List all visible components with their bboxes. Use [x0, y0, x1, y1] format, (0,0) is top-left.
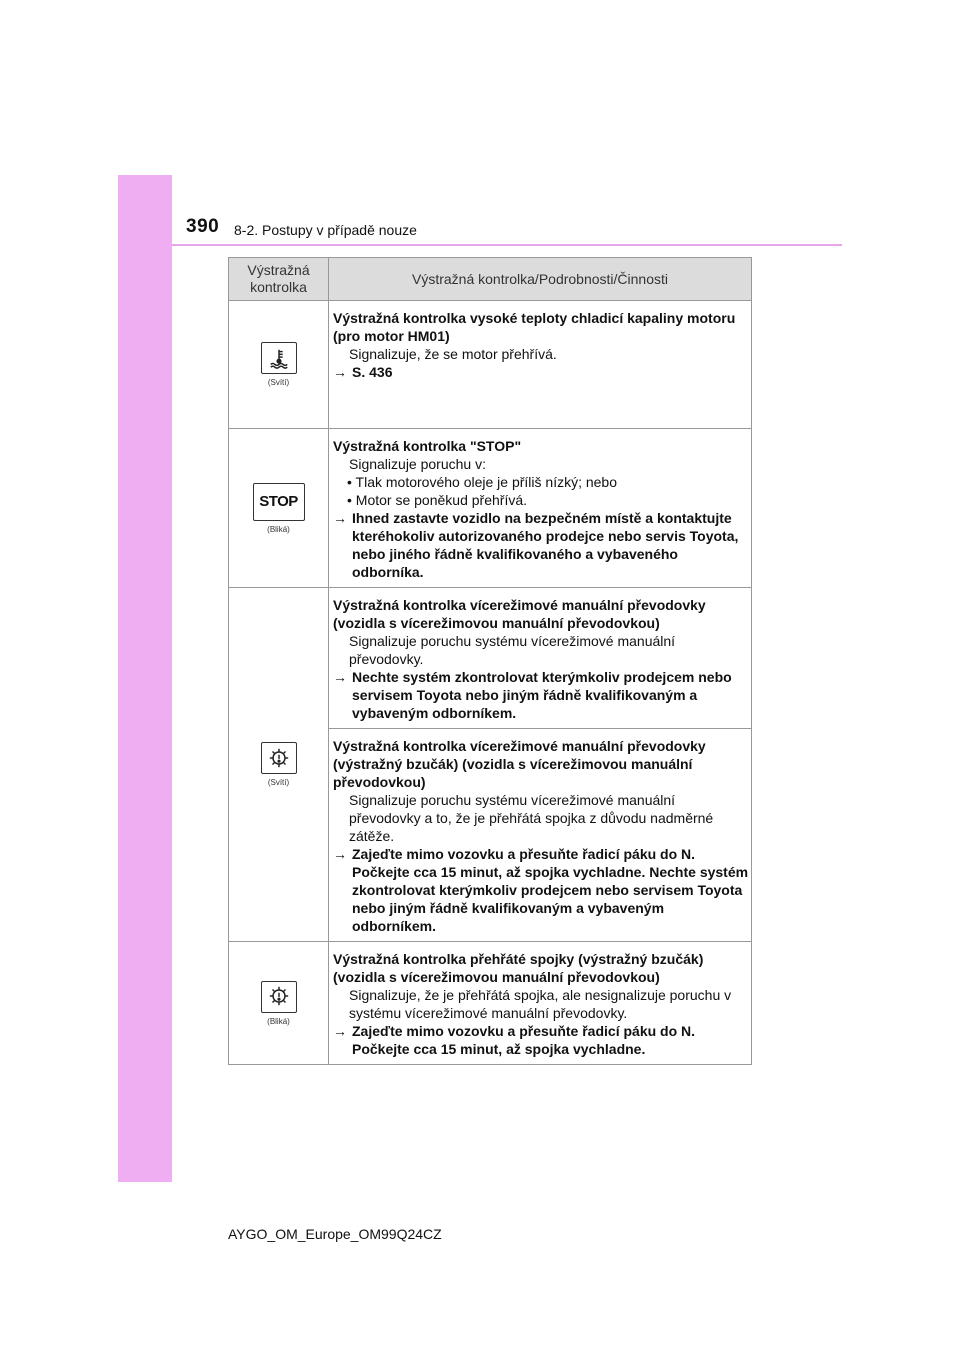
icon-state-label: (Bliká) — [267, 524, 290, 534]
warning-title: Výstražná kontrolka "STOP" — [333, 438, 522, 454]
warning-title: Výstražná kontrolka vícerežimové manuální převodovky (výstražný bzučák) (vozidla s vícerežimovou manuální převodovkou) — [333, 738, 706, 790]
table-row — [229, 588, 752, 729]
warning-action — [333, 1022, 749, 1058]
icon-cell — [229, 301, 329, 429]
side-color-band — [118, 175, 172, 1182]
arrow-icon: → — [333, 669, 347, 685]
warning-text: Signalizuje, že se motor přehřívá. — [349, 346, 557, 362]
coolant-temperature-icon — [261, 342, 297, 374]
arrow-icon: → — [333, 846, 347, 862]
action-text: Ihned zastavte vozidlo na bezpečném místě a kontaktujte kteréhokoliv autorizovaného prodejce nebo servis Toyota, nebo jiného řádně kvalifikovaného a vybaveného odborníka. — [352, 510, 739, 580]
warning-action — [333, 668, 749, 722]
column-header-details: Výstražná kontrolka/Podrobnosti/Činnosti — [329, 258, 752, 301]
description-cell — [329, 301, 752, 429]
description-cell — [329, 729, 752, 942]
warning-text: Signalizuje, že je přehřátá spojka, ale nesignalizuje poruchu v systému vícerežimové manuální převodovky. — [349, 987, 732, 1021]
table-row — [229, 942, 752, 1065]
warning-text: Signalizuje poruchu v: — [349, 456, 486, 472]
warning-action — [333, 509, 749, 581]
document-id-footer: AYGO_OM_Europe_OM99Q24CZ — [228, 1226, 442, 1242]
list-item: • Motor se poněkud přehřívá. — [333, 491, 749, 509]
warning-action — [333, 845, 749, 935]
stop-icon: STOP — [253, 483, 305, 521]
warning-title: Výstražná kontrolka vícerežimové manuální převodovky (vozidla s vícerežimovou manuální převodovkou) — [333, 597, 706, 631]
icon-cell — [229, 429, 329, 588]
warning-text: Signalizuje poruchu systému vícerežimové manuální převodovky. — [349, 633, 676, 667]
table-row — [229, 429, 752, 588]
page-number: 390 — [186, 216, 220, 237]
icon-state-label: (Bliká) — [267, 1016, 290, 1026]
action-text: Zajeďte mimo vozovku a přesuňte řadicí páku do N. Počkejte cca 15 minut, až spojka vychladne. Nechte systém zkontrolovat kterýmkoliv prodejcem nebo servisem Toyota nebo jiným řádně kvalifikovaným a vybaveným odborníkem. — [352, 846, 749, 934]
warning-title: Výstražná kontrolka přehřáté spojky (výstražný bzučák) (vozidla s vícerežimovou manuální převodovkou) — [333, 951, 704, 985]
action-text: Zajeďte mimo vozovku a přesuňte řadicí páku do N. Počkejte cca 15 minut, až spojka vychladne. — [352, 1023, 696, 1057]
description-cell — [329, 429, 752, 588]
table-row — [229, 301, 752, 429]
table-header-row — [229, 258, 752, 301]
description-cell — [329, 588, 752, 729]
warning-title: Výstražná kontrolka vysoké teploty chladicí kapaliny motoru (pro motor HM01) — [333, 310, 736, 344]
warning-lights-table — [228, 257, 752, 1065]
column-header-light: Výstražná kontrolka — [229, 258, 329, 301]
transmission-gear-warning-icon — [261, 742, 297, 774]
description-cell — [329, 942, 752, 1065]
list-item: • Tlak motorového oleje je příliš nízký; nebo — [333, 473, 749, 491]
header-divider — [172, 244, 842, 246]
action-text: Nechte systém zkontrolovat kterýmkoliv prodejcem nebo servisem Toyota nebo jiným řádně kvalifikovaným a vybaveným odborníkem. — [352, 669, 732, 721]
warning-action — [333, 363, 749, 381]
section-title: 8-2. Postupy v případě nouze — [234, 222, 417, 238]
icon-state-label: (Svítí) — [267, 378, 290, 387]
icon-state-label: (Svítí) — [267, 778, 290, 787]
transmission-gear-warning-icon — [261, 981, 297, 1013]
arrow-icon: → — [333, 364, 347, 380]
icon-cell — [229, 942, 329, 1065]
icon-cell — [229, 588, 329, 942]
arrow-icon: → — [333, 510, 347, 526]
warning-text: Signalizuje poruchu systému vícerežimové manuální převodovky a to, že je přehřátá spojka z důvodu nadměrné zátěže. — [349, 792, 714, 844]
arrow-icon: → — [333, 1023, 347, 1039]
page-reference: S. 436 — [352, 364, 393, 380]
